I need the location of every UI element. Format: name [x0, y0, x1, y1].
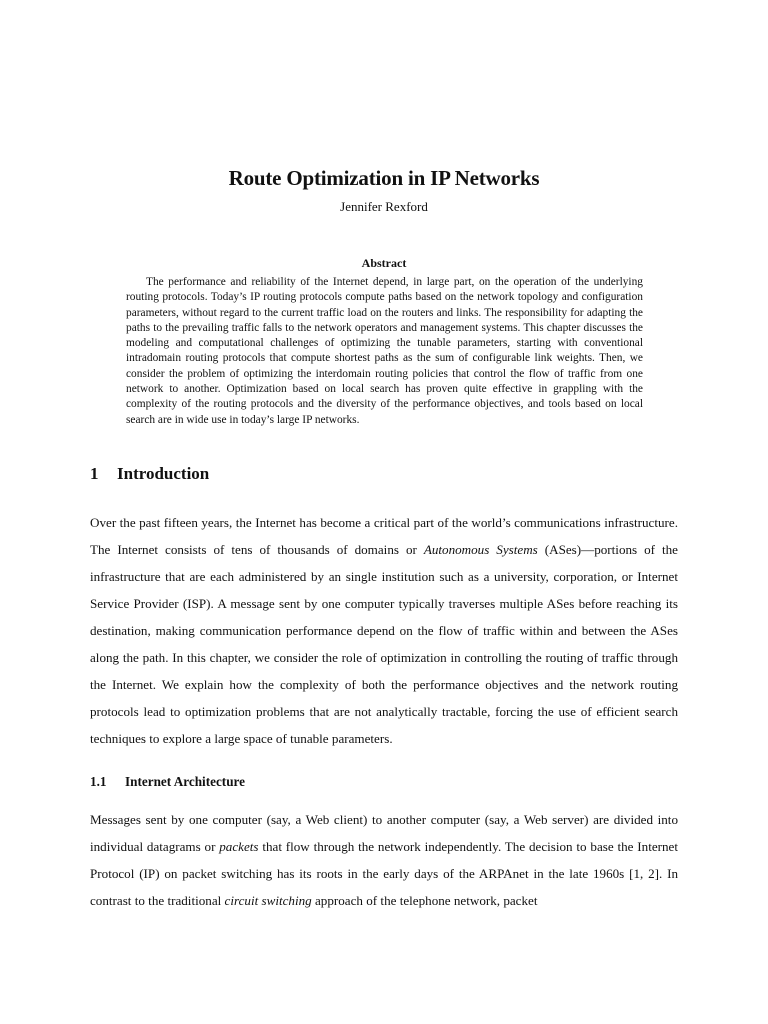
paragraph-text: approach of the telephone network, packet [311, 893, 538, 908]
paper-title: Route Optimization in IP Networks [228, 166, 540, 191]
emphasis-term: packets [219, 839, 259, 854]
introduction-paragraph [90, 509, 678, 752]
section-heading-introduction [90, 464, 209, 484]
section-title: Introduction [117, 464, 210, 483]
section-number: 1 [90, 464, 99, 483]
internet-architecture-paragraph [90, 806, 678, 914]
subsection-heading-internet-architecture [90, 774, 245, 790]
paragraph-text: (ASes)—portions of the infrastructure that are each administered by an single institution such as a university, corporation, or Internet Service Provider (ISP). A message sent by one computer typically traverses multiple ASes before reaching its destination, making communication performance depend on the flow of traffic within and between the ASes along the path. In this chapter, we consider the role of optimization in controlling the routing of traffic through the Internet. We explain how the complexity of both the performance objectives and the network routing protocols lead to optimization problems that are not analytically tractable, forcing the use of efficient search techniques to explore a large space of tunable parameters. [90, 542, 678, 746]
abstract-heading: Abstract [361, 256, 407, 270]
paragraph-text: Messages sent by one computer (say, a Web client) to another computer (say, a Web server) are divided into individual datagrams or [90, 812, 678, 854]
emphasis-term: Autonomous Systems [423, 542, 538, 557]
emphasis-term: circuit switching [224, 893, 312, 908]
abstract-text: The performance and reliability of the Internet depend, in large part, on the operation of the underlying routing protocols. Today’s IP routing protocols compute paths based on the network topology and configuration parameters, without regard to the current traffic load on the routers and links. The responsibility for adapting the paths to the prevailing traffic falls to the network operators and management systems. This chapter discusses the modeling and computational challenges of optimizing the tunable parameters, starting with conventional intradomain routing protocols that compute shortest paths as the sum of configurable link weights. Then, we consider the problem of optimizing the interdomain routing policies that control the flow of traffic from one network to another. Optimization based on local search has proven quite effective in grappling with the complexity of the routing protocols and the diversity of the performance objectives, and tools based on local search are in wide use in today’s large IP networks. [126, 276, 643, 426]
paragraph-text: Over the past fifteen years, the Internet has become a critical part of the world’s communications infrastructure. The Internet consists of tens of thousands of domains or [90, 515, 678, 557]
subsection-title: Internet Architecture [125, 774, 245, 789]
author-name: Jennifer Rexford [340, 199, 428, 214]
subsection-number: 1.1 [90, 774, 107, 789]
paragraph-text: that flow through the network independently. The decision to base the Internet Protocol (IP) on packet switching has its roots in the early days of the ARPAnet in the late 1960s [1, 2]. In contrast to the traditional [90, 839, 678, 908]
